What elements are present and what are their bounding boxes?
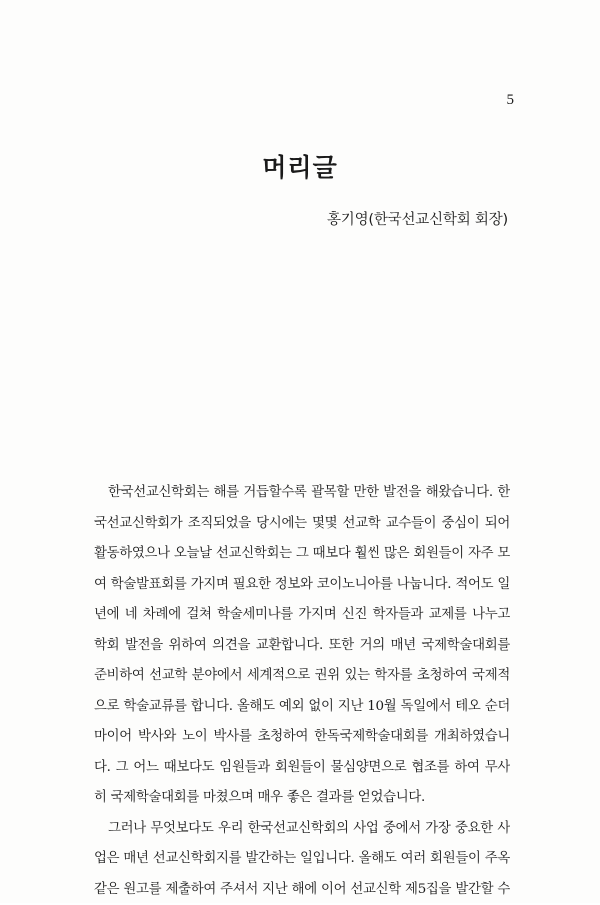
text-line: 년에 네 차례에 걸쳐 학술세미나를 가지며 신진 학자들과 교제를 나누고	[94, 600, 510, 631]
text-line: 국선교신학회가 조직되었을 당시에는 몇몇 선교학 교수들이 중심이 되어	[94, 509, 510, 540]
text-line: 한국선교신학회는 해를 거듭할수록 괄목할 만한 발전을 해왔습니다. 한	[94, 478, 510, 509]
text-line: 활동하였으나 오늘날 선교신학회는 그 때보다 훨씬 많은 회원들이 자주 모	[94, 539, 510, 570]
text-line: 다. 그 어느 때보다도 임원들과 회원들이 물심양면으로 협조를 하여 무사	[94, 753, 510, 784]
text-line: 히 국제학술대회를 마쳤으며 매우 좋은 결과를 얻었습니다.	[94, 783, 510, 814]
text-line: 같은 원고를 제출하여 주셔서 지난 해에 이어 선교신학 제5집을 발간할 수	[94, 875, 510, 905]
author-line: 홍기영(한국선교신학회 회장)	[327, 208, 508, 229]
text-line: 업은 매년 선교신학회지를 발간하는 일입니다. 올해도 여러 회원들이 주옥	[94, 844, 510, 875]
text-line: 으로 학술교류를 합니다. 올해도 예외 없이 지난 10월 독일에서 테오 순더	[94, 692, 510, 723]
text-line: 그러나 무엇보다도 우리 한국선교신학회의 사업 중에서 가장 중요한 사	[94, 814, 510, 845]
text-line: 여 학술발표회를 가지며 필요한 정보와 코이노니아를 나눕니다. 적어도 일	[94, 570, 510, 601]
page-title: 머리글	[0, 148, 600, 184]
text-line: 준비하여 선교학 분야에서 세계적으로 권위 있는 학자를 초청하여 국제적	[94, 661, 510, 692]
page-number: 5	[490, 92, 514, 109]
text-line: 학회 발전을 위하여 의견을 교환합니다. 또한 거의 매년 국제학술대회를	[94, 631, 510, 662]
body-text	[94, 478, 510, 905]
text-line: 마이어 박사와 노이 박사를 초청하여 한독국제학술대회를 개최하였습니	[94, 722, 510, 753]
